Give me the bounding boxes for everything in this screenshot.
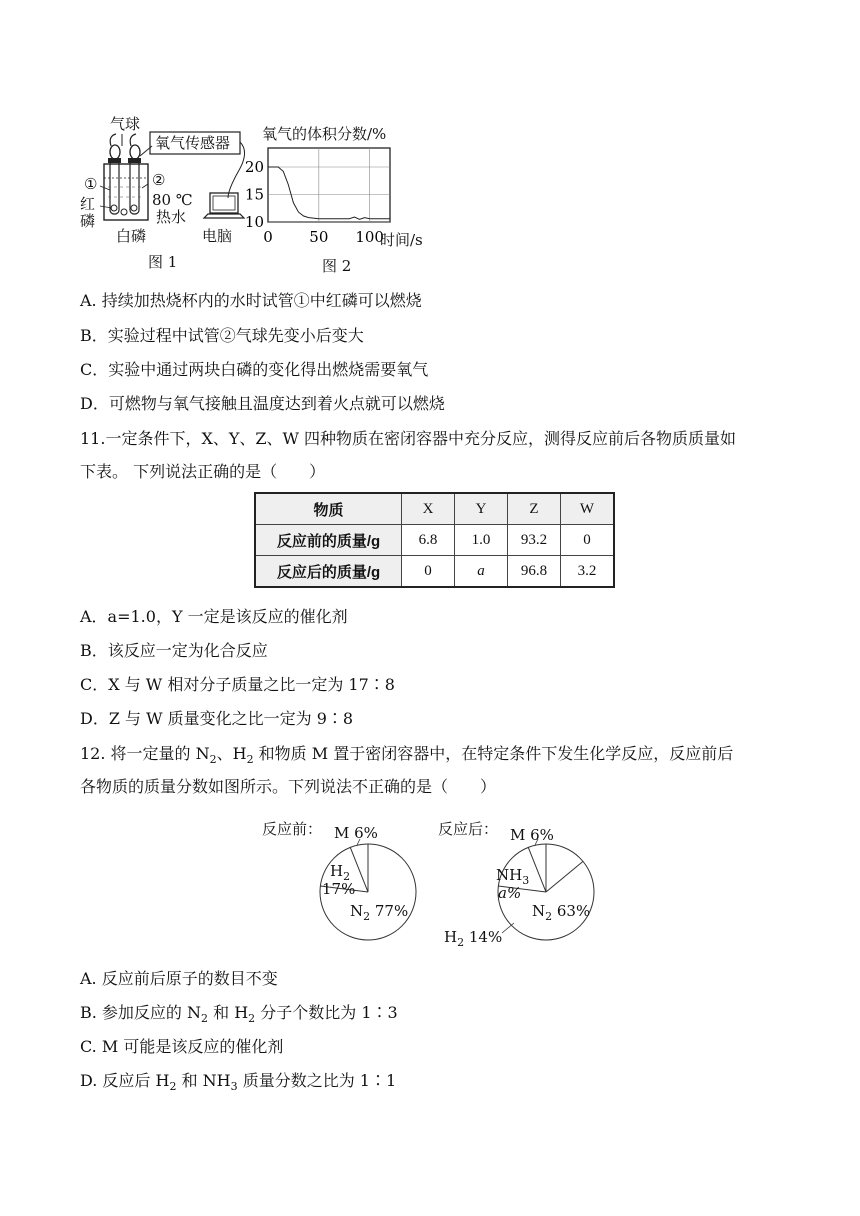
- x-tick-label: 0: [263, 228, 273, 246]
- q12-stem-line-1: [80, 744, 733, 770]
- table-cell: 1.0: [455, 525, 508, 556]
- table-row: [255, 556, 614, 588]
- plot-frame: [268, 148, 390, 222]
- pie-before-h2-label: $H_2$: [330, 862, 351, 883]
- table-cell: 0: [402, 556, 455, 588]
- subscript: 2: [209, 753, 217, 767]
- oxygen-line-chart: [240, 126, 430, 276]
- q11-option-b: B．该反应一定为化合反应: [80, 641, 268, 660]
- table-row: [255, 525, 614, 556]
- temperature-label: 80 ℃: [152, 191, 193, 209]
- computer-label: 电脑: [202, 227, 233, 245]
- pie-before-m-label: M 6%: [334, 824, 378, 842]
- after-slice-3: [546, 861, 583, 892]
- table-cell: 96.8: [508, 556, 561, 588]
- table-cell: 3.2: [561, 556, 615, 588]
- q11-option-c: C．X 与 W 相对分子质量之比一定为 17∶8: [80, 675, 395, 694]
- pie-after-h2-label: $H_2$ 14%: [444, 928, 503, 949]
- pie-before-n2-label: $N_2$ 77%: [350, 902, 409, 923]
- q10-option-c: C．实验中通过两块白磷的变化得出燃烧需要氧气: [80, 360, 429, 379]
- q10-option-d: D．可燃物与氧气接触且温度达到着火点就可以燃烧: [80, 394, 445, 413]
- y-tick-label: 10: [244, 213, 264, 231]
- oxygen-series-line: [268, 167, 390, 219]
- table-header-cell: X: [402, 493, 455, 525]
- table-cell: 93.2: [508, 525, 561, 556]
- table-cell: a: [455, 556, 508, 588]
- pie-before-title: 反应前：: [262, 820, 323, 838]
- red-phosphorus-label-1: 红: [80, 195, 96, 213]
- table-row-header: 反应后的质量/g: [255, 556, 402, 588]
- x-tick-label: 100: [355, 228, 384, 246]
- x-tick-label: 50: [309, 228, 329, 246]
- pie-after-title: 反应后：: [438, 820, 499, 838]
- q12-stem-part: 、H: [216, 744, 247, 763]
- q11-stem-line-1: 11.一定条件下，X、Y、Z、W 四种物质在密闭容器中充分反应，测得反应前后各物质质量如: [80, 429, 737, 448]
- after-h2-pointer: [502, 923, 514, 933]
- q12-stem-part: 和物质 M 置于密闭容器中，在特定条件下发生化学反应，反应前后: [253, 744, 734, 763]
- chart-xlabel: 时间/s: [380, 231, 423, 249]
- q11-mass-table: [254, 492, 615, 588]
- table-row-header: 反应前的质量/g: [255, 525, 402, 556]
- q12-option-b: B. 参加反应的 $N_2$ 和 $H_2$ 分子个数比为 1∶3: [80, 1003, 398, 1026]
- tube-2-label: ②: [152, 171, 166, 189]
- q12-option-c: C. M 可能是该反应的催化剂: [80, 1037, 284, 1056]
- q10-option-a: A. 持续加热烧杯内的水时试管①中红磷可以燃烧: [80, 291, 422, 310]
- y-tick-label: 20: [244, 158, 264, 176]
- chart-ylabel: 氧气的体积分数/%: [262, 125, 387, 143]
- oxygen-sensor-label: 氧气传感器: [155, 134, 231, 152]
- figure-1-caption: 图 1: [148, 253, 178, 271]
- q10-option-b: B．实验过程中试管②气球先变小后变大: [80, 326, 364, 345]
- q12-stem-part: 12. 将一定量的 N: [80, 744, 210, 763]
- q12-option-d: D. 反应后 $H_2$ 和 $NH_3$ 质量分数之比为 1∶1: [80, 1071, 397, 1094]
- q11-option-d: D．Z 与 W 质量变化之比一定为 9∶8: [80, 709, 354, 728]
- red-phosphorus-label-2: 磷: [80, 212, 96, 230]
- table-header-cell: 物质: [255, 493, 402, 525]
- subscript: 2: [246, 753, 254, 767]
- pie-after-n2-label: $N_2$ 63%: [532, 902, 591, 923]
- pie-after-nh3-pct: a%: [498, 884, 522, 902]
- q11-option-a: A．a=1.0，Y 一定是该反应的催化剂: [80, 607, 348, 626]
- hot-water-label: 热水: [156, 208, 187, 226]
- after-slice-1: [528, 847, 546, 892]
- table-header-cell: W: [561, 493, 615, 525]
- q12-stem-line-2: 各物质的质量分数如图所示。下列说法不正确的是（ ）: [80, 777, 497, 796]
- table-header-cell: Y: [455, 493, 508, 525]
- figure-2-chart: [240, 126, 430, 276]
- q11-stem-line-2: 下表。 下列说法正确的是（ ）: [80, 462, 326, 481]
- pie-before-h2-pct: 17%: [322, 880, 356, 898]
- tube-1-label: ①: [84, 175, 98, 193]
- balloon-label: 气球: [110, 115, 141, 133]
- pie-after-m-label: M 6%: [510, 826, 554, 844]
- table-header-row: [255, 493, 614, 525]
- q12-pie-figure: [262, 815, 602, 950]
- white-phosphorus-label: 白磷: [116, 227, 147, 245]
- q12-option-a: A. 反应前后原子的数目不变: [80, 969, 278, 988]
- y-tick-label: 15: [244, 185, 264, 204]
- table-cell: 6.8: [402, 525, 455, 556]
- table-cell: 0: [561, 525, 615, 556]
- figure-2-caption: 图 2: [322, 257, 352, 275]
- pie-after-nh3-label: $NH_3$: [496, 866, 530, 887]
- table-header-cell: Z: [508, 493, 561, 525]
